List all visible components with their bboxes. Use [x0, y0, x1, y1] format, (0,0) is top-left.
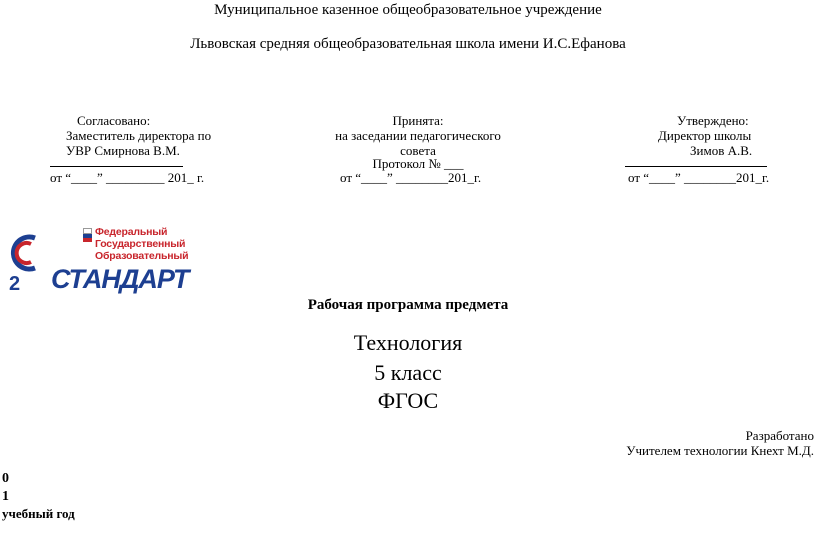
approval-right-date: от “____” ________201_г.: [628, 170, 770, 185]
author-label: Разработано: [745, 428, 814, 443]
logo-line2: Государственный: [95, 238, 186, 250]
signature-line-left: [50, 166, 183, 167]
approval-center-line1: на заседании педагогического: [335, 128, 501, 143]
institution-name: Муниципальное казенное общеобразовательное учреждение: [214, 2, 602, 18]
approval-left-date: от “____” _________ 201_ г.: [50, 170, 205, 185]
approval-center-line2: совета: [400, 143, 436, 158]
standard: ФГОС: [377, 388, 439, 413]
grade: 5 класс: [374, 360, 442, 385]
fgos-emblem-icon: [5, 226, 45, 298]
russian-flag-icon: [83, 228, 92, 240]
logo-big-text: СТАНДАРТ: [51, 264, 189, 294]
approval-right-title: Утверждено:: [677, 113, 749, 128]
author-name: Учителем технологии Кнехт М.Д.: [626, 443, 814, 458]
signature-line-right: [625, 166, 767, 167]
approval-right-line2: Зимов А.В.: [690, 143, 753, 158]
logo-line3: Образовательный: [95, 250, 189, 262]
year-digit-1: 0: [2, 471, 9, 486]
logo-line1: Федеральный: [95, 226, 168, 238]
fgos-logo: [5, 220, 189, 300]
svg-text:2: 2: [9, 273, 21, 295]
school-year-label: учебный год: [2, 506, 75, 521]
approval-center-title: Принята:: [392, 113, 444, 128]
year-digit-2: 1: [2, 489, 9, 504]
subject-name: Технология: [353, 330, 463, 355]
approval-center-date: от “____” ________201_г.: [340, 170, 482, 185]
approval-left-line2: УВР Смирнова В.М.: [66, 143, 180, 158]
approval-left-line1: Заместитель директора по: [66, 128, 212, 143]
approval-right-line1: Директор школы: [658, 128, 752, 143]
approval-center-protocol: Протокол № ___: [372, 156, 464, 171]
approval-left-title: Согласовано:: [77, 113, 151, 128]
program-label: Рабочая программа предмета: [307, 297, 509, 313]
school-name: Львовская средняя общеобразовательная школа имени И.С.Ефанова: [190, 36, 626, 52]
